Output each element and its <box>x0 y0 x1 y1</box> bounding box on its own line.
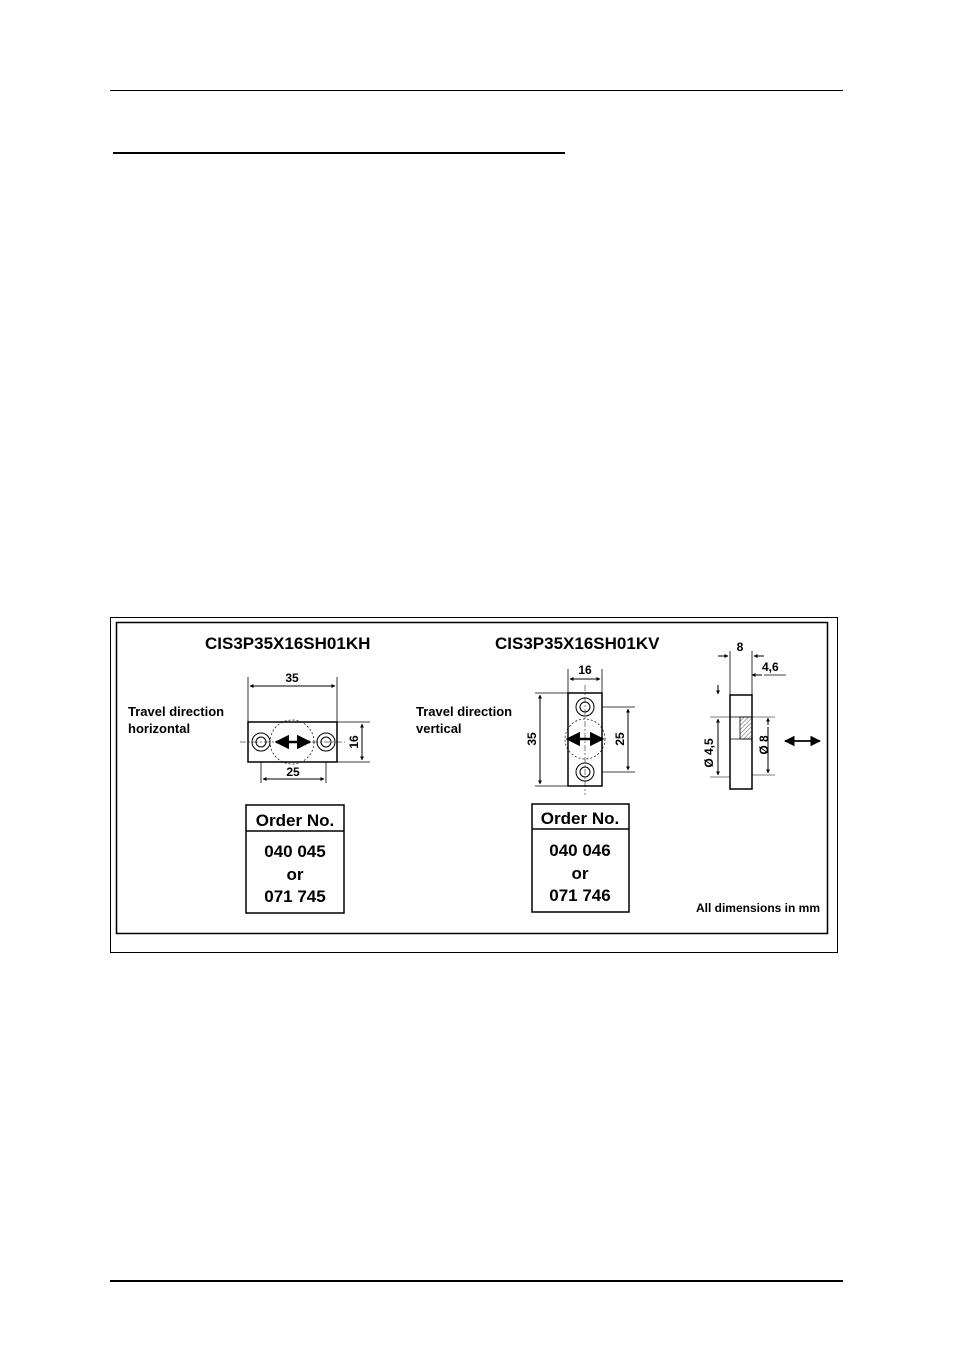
side-large-diameter: Ø 8 <box>757 735 771 755</box>
side-small-diameter: Ø 4,5 <box>702 738 716 768</box>
left-height-dimension: 16 <box>347 735 361 749</box>
right-order-number-1: 040 046 <box>549 841 611 860</box>
left-travel-line-1: Travel direction <box>128 704 225 719</box>
left-order-number-1: 040 045 <box>264 842 326 861</box>
right-order-header: Order No. <box>540 809 620 828</box>
right-travel-line-2: vertical <box>416 721 462 736</box>
side-depth-dimension: 4,6 <box>762 660 779 674</box>
side-magnet-body <box>730 695 752 789</box>
figure-inner-frame <box>117 623 828 934</box>
vertical-magnet-drawing <box>416 663 635 912</box>
dimension-drawing-figure <box>110 617 838 953</box>
left-model-title: CIS3P35X16SH01KH <box>205 634 371 653</box>
right-pitch-dimension: 25 <box>613 732 627 746</box>
side-section-drawing <box>702 640 820 789</box>
dimensions-note: All dimensions in mm <box>695 901 820 915</box>
right-height-dimension: 35 <box>525 732 539 746</box>
left-order-or: or <box>286 865 304 884</box>
right-travel-line-1: Travel direction <box>416 704 513 719</box>
left-order-number-2: 071 745 <box>264 887 326 906</box>
left-order-header: Order No. <box>255 811 335 830</box>
right-width-dimension: 16 <box>578 663 592 677</box>
side-thickness-dimension: 8 <box>736 640 744 654</box>
side-hatched-section <box>740 717 752 739</box>
header-rule <box>110 90 843 91</box>
section-heading-underline <box>113 152 565 154</box>
right-order-or: or <box>571 864 589 883</box>
left-width-dimension: 35 <box>285 671 299 685</box>
left-pitch-dimension: 25 <box>286 765 300 779</box>
right-model-title: CIS3P35X16SH01KV <box>495 634 660 653</box>
right-order-number-2: 071 746 <box>549 886 611 905</box>
horizontal-magnet-drawing <box>128 671 370 913</box>
footer-rule <box>110 1280 843 1282</box>
left-travel-line-2: horizontal <box>128 721 191 736</box>
